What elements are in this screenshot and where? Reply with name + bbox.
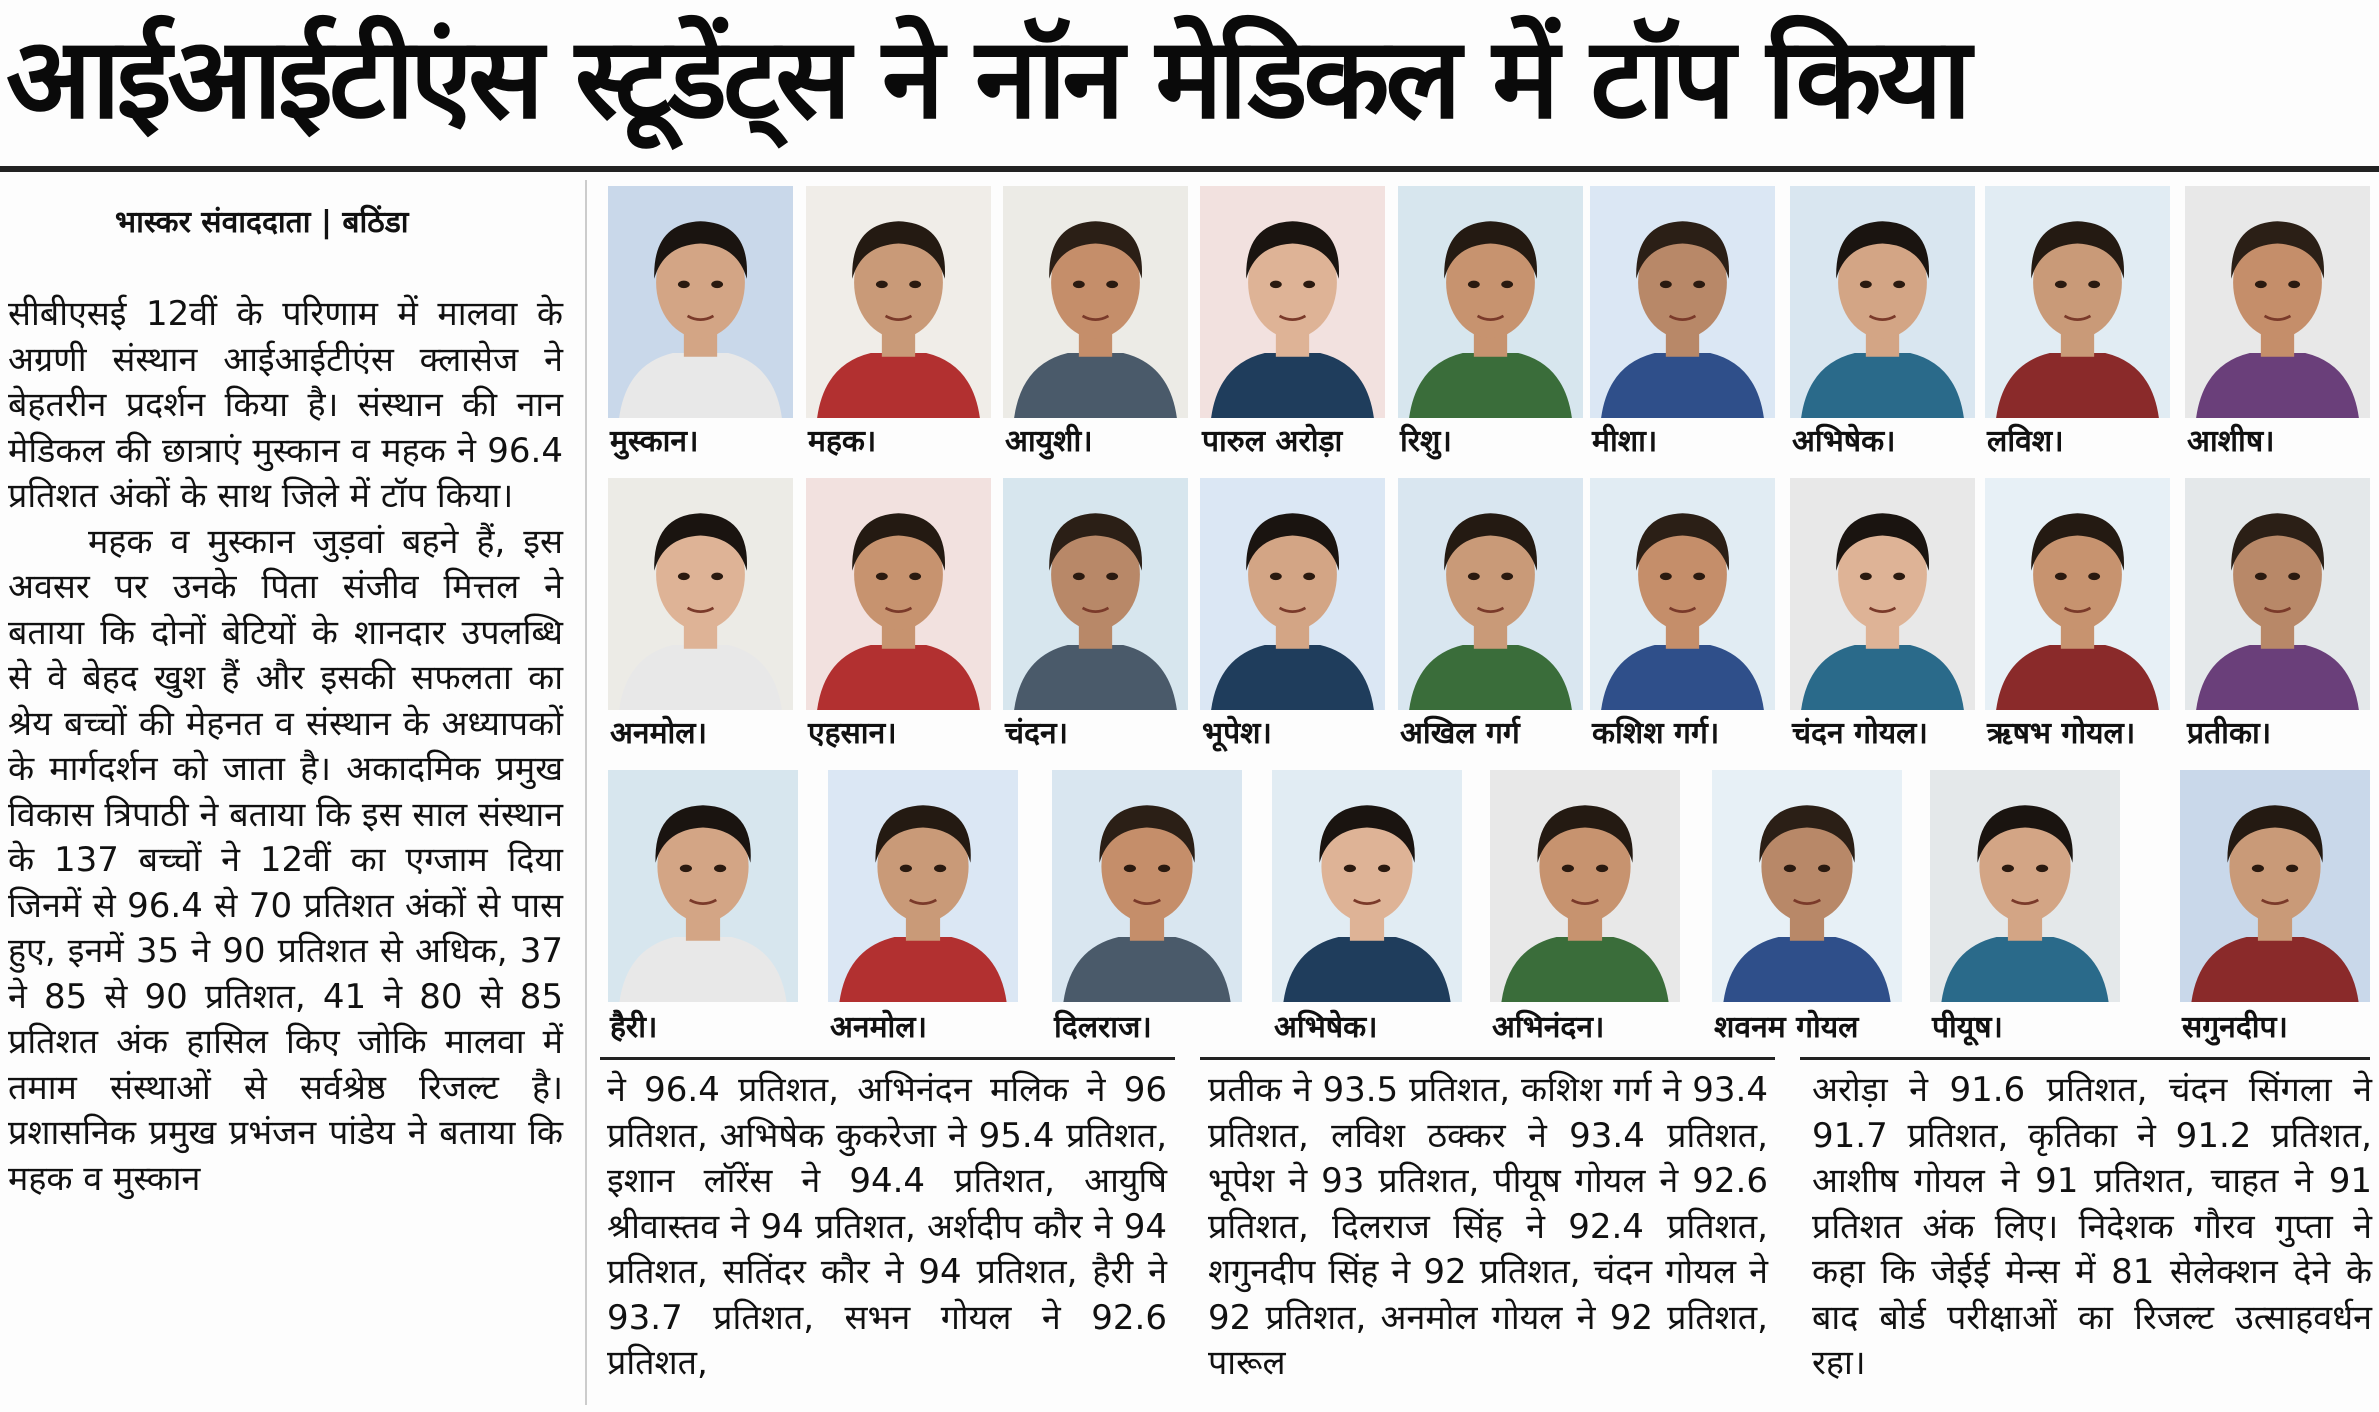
student-photo xyxy=(1272,770,1462,1002)
student-name: शवनम गोयल xyxy=(1714,1010,1859,1045)
student-photo xyxy=(2180,770,2370,1002)
student-name: लविश। xyxy=(1987,424,2064,459)
student-name: आयुशी। xyxy=(1005,424,1093,459)
student-name: पारुल अरोड़ा xyxy=(1202,424,1343,459)
student-name: आशीष। xyxy=(2187,424,2275,459)
student-name: मुस्कान। xyxy=(610,424,699,459)
student-photo xyxy=(2185,478,2370,710)
article-column-3: अरोड़ा ने 91.6 प्रतिशत, चंदन सिंगला ने 91.7 प्रतिशत, कृतिका ने 91.2 प्रतिशत, आशीष गोयल ने 91 प्रतिशत, चाहत ने 91 प्रतिशत अंक लिए। निदेशक गौरव गुप्ता ने कहा कि जेईई मेन्स में 81 सेलेक्शन देने के बाद बोर्ड परीक्षाओं का रिजल्ट उत्साहवर्धन रहा। xyxy=(1812,1070,2372,1383)
student-name: प्रतीका। xyxy=(2187,716,2272,751)
student-name: अनमोल। xyxy=(830,1010,927,1045)
student-name: चंदन गोयल। xyxy=(1792,716,1928,751)
lead-paragraph-2: महक व मुस्कान जुड़वां बहने हैं, इस अवसर पर उनके पिता संजीव मित्तल ने बताया कि दोनों बेटियों के शानदार उपलब्धि से वे बेहद खुश हैं और इसकी सफलता का श्रेय बच्चों की मेहनत व संस्थान के अध्यापकों के मार्गदर्शन को जाता है। अकादमिक प्रमुख विकास त्रिपाठी ने बताया कि इस साल संस्थान के 137 बच्चों ने 12वीं का एग्जाम दिया जिनमें से 96.4 से 70 प्रतिशत अंकों से पास हुए, इनमें 35 ने 90 प्रतिशत से अधिक, 37 ने 85 से 90 प्रतिशत, 41 ने 80 से 85 प्रतिशत अंक हासिल किए जोकि मालवा में तमाम संस्थाओं से सर्वश्रेष्ठ रिजल्ट है। प्रशासनिक प्रमुख प्रभंजन पांडेय ने बताया कि महक व मुस्कान xyxy=(8,521,563,1199)
student-name: ऋषभ गोयल। xyxy=(1987,716,2136,751)
student-name: अनमोल। xyxy=(610,716,707,751)
student-photo xyxy=(806,186,991,418)
byline: भास्कर संवाददाता | बठिंडा xyxy=(115,205,409,240)
student-photo xyxy=(2185,186,2370,418)
article-column-2: प्रतीक ने 93.5 प्रतिशत, कशिश गर्ग ने 93.4 प्रतिशत, लविश ठक्कर ने 93.4 प्रतिशत, भूपेश ने 93 प्रतिशत, पीयूष गोयल ने 92.6 प्रतिशत, दिलराज सिंह ने 92.4 प्रतिशत, शगुनदीप सिंह ने 92 प्रतिशत, चंदन गोयल ने 92 प्रतिशत, अनमोल गोयल ने 92 प्रतिशत, पारूल xyxy=(1208,1070,1768,1383)
student-name: महक। xyxy=(808,424,877,459)
student-photo xyxy=(1200,478,1385,710)
article-column-1: ने 96.4 प्रतिशत, अभिनंदन मलिक ने 96 प्रतिशत, अभिषेक कुकरेजा ने 95.4 प्रतिशत, इशान लॉरेंस ने 94.4 प्रतिशत, आयुषि श्रीवास्तव ने 94 प्रतिशत, अर्शदीप कौर ने 94 प्रतिशत, सतिंदर कौर ने 94 प्रतिशत, हैरी ने 93.7 प्रतिशत, सभन गोयल ने 92.6 प्रतिशत, xyxy=(607,1070,1167,1383)
student-photo xyxy=(828,770,1018,1002)
student-photo xyxy=(1398,478,1583,710)
student-photo xyxy=(1398,186,1583,418)
student-photo xyxy=(1985,478,2170,710)
student-name: अभिषेक। xyxy=(1274,1010,1378,1045)
student-name: अखिल गर्ग xyxy=(1400,716,1520,751)
student-photo xyxy=(1712,770,1902,1002)
student-photo xyxy=(608,186,793,418)
column-divider xyxy=(585,180,587,1405)
student-photo xyxy=(1985,186,2170,418)
student-photo xyxy=(1590,186,1775,418)
column-rule-3 xyxy=(1800,1057,2370,1060)
student-photo xyxy=(1790,478,1975,710)
student-photo xyxy=(1490,770,1680,1002)
student-name: हैरी। xyxy=(610,1010,658,1045)
student-name: मीशा। xyxy=(1592,424,1658,459)
student-name: अभिनंदन। xyxy=(1492,1010,1605,1045)
column-rule-2 xyxy=(1200,1057,1775,1060)
student-photo xyxy=(608,770,798,1002)
student-name: सगुनदीप। xyxy=(2182,1010,2288,1045)
student-photo xyxy=(608,478,793,710)
lead-paragraph-1: सीबीएसई 12वीं के परिणाम में मालवा के अग्रणी संस्थान आईआईटीएंस क्लासेज ने बेहतरीन प्रदर्शन किया है। संस्थान की नान मेडिकल की छात्राएं मुस्कान व महक ने 96.4 प्रतिशत अंकों के साथ जिले में टॉप किया। xyxy=(8,294,563,516)
column-rule-1 xyxy=(600,1057,1175,1060)
student-name: चंदन। xyxy=(1005,716,1068,751)
student-photo xyxy=(1790,186,1975,418)
headline-rule xyxy=(0,166,2379,172)
student-name: एहसान। xyxy=(808,716,897,751)
student-photo xyxy=(1052,770,1242,1002)
student-photo xyxy=(1590,478,1775,710)
student-name: अभिषेक। xyxy=(1792,424,1896,459)
student-photo xyxy=(1003,186,1188,418)
headline: आईआईटीएंस स्टूडेंट्स ने नॉन मेडिकल में टॉप किया xyxy=(6,14,1968,144)
lead-article xyxy=(8,292,563,1202)
student-photo xyxy=(1200,186,1385,418)
student-name: भूपेश। xyxy=(1202,716,1272,751)
student-name: पीयूष। xyxy=(1932,1010,2003,1045)
student-name: रिशु। xyxy=(1400,424,1452,459)
student-photo xyxy=(1003,478,1188,710)
student-photo xyxy=(806,478,991,710)
student-photo xyxy=(1930,770,2120,1002)
student-name: दिलराज। xyxy=(1054,1010,1152,1045)
student-name: कशिश गर्ग। xyxy=(1592,716,1720,751)
